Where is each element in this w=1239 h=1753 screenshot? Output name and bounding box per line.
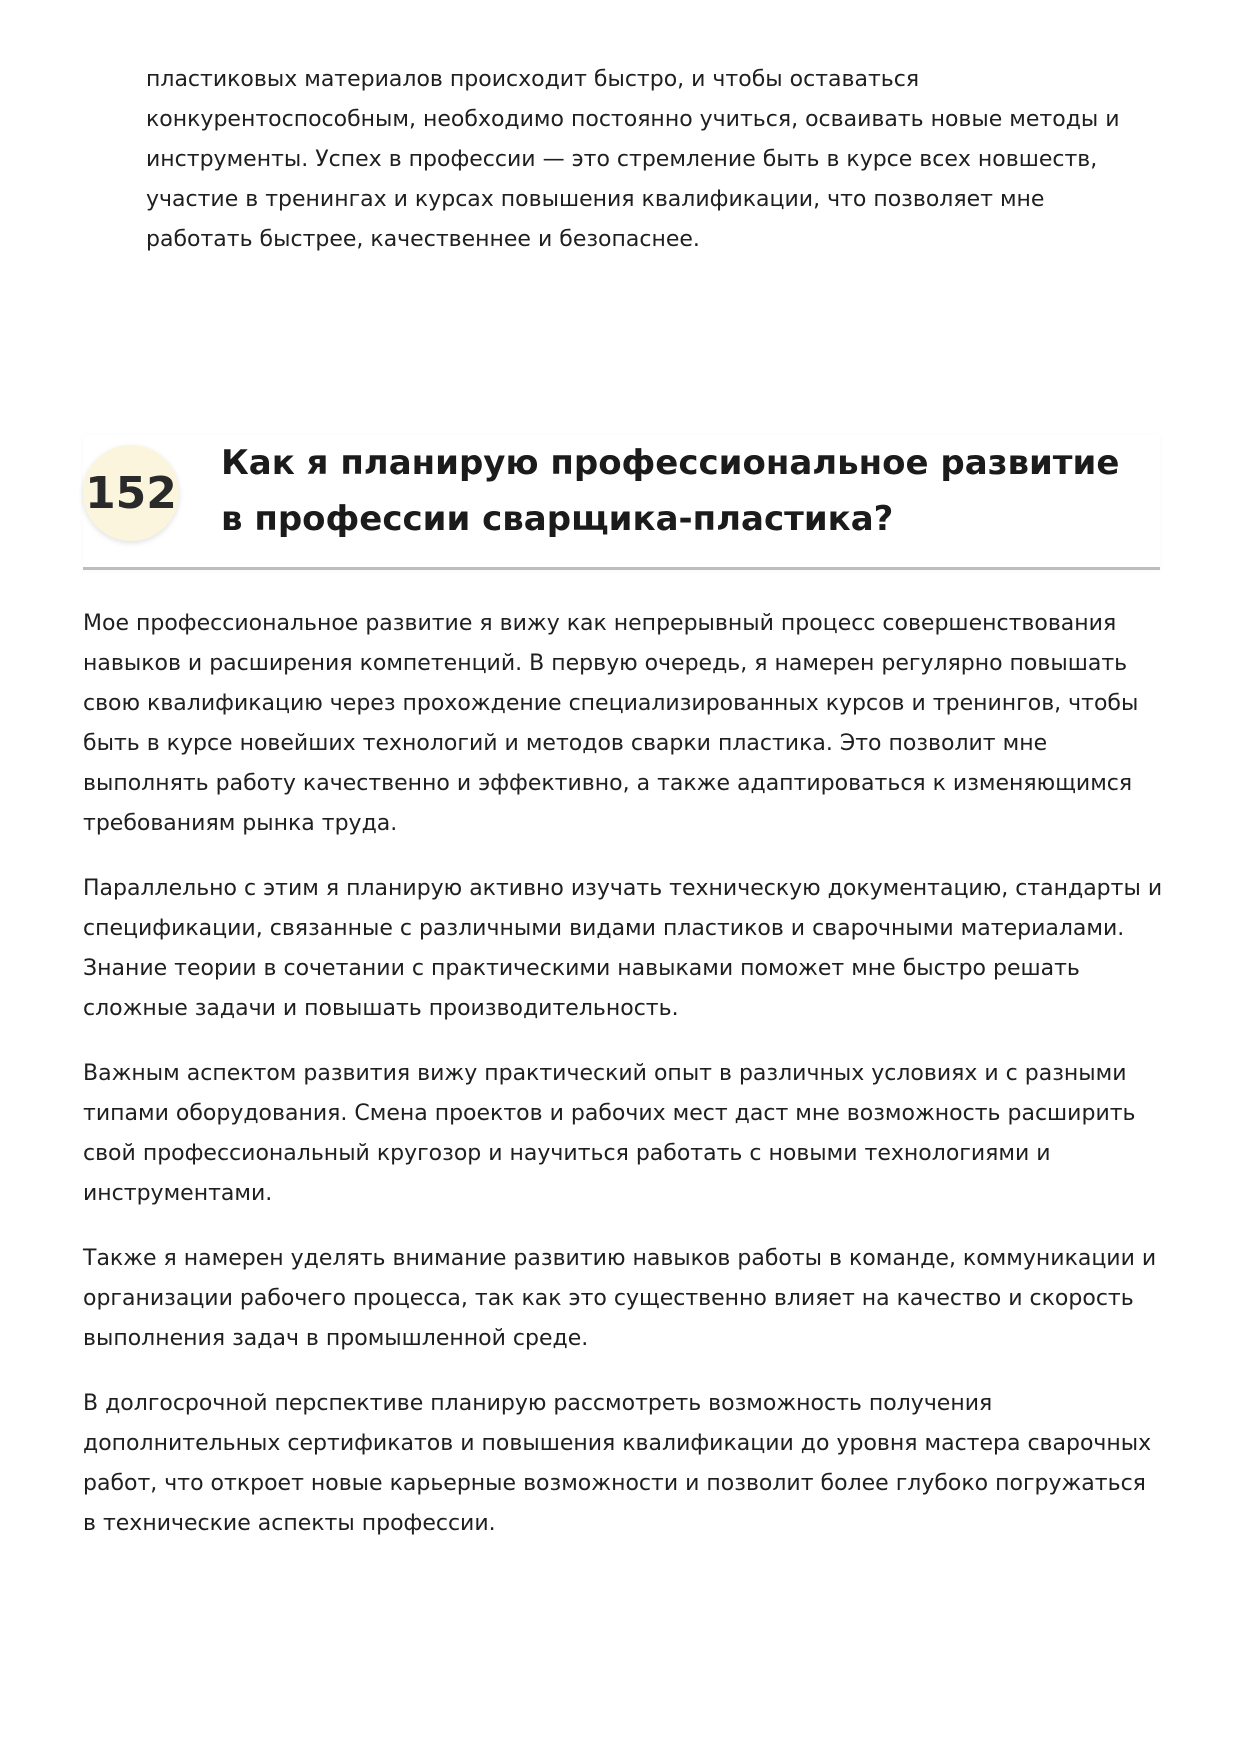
body-paragraph: Параллельно с этим я планирую активно изучать техническую документацию, стандарты и спецификации, связанные с различными видами пластиков и сварочными материалами. Знание теории в сочетании с практическими навыками поможет мне быстро решать сложные задачи и повышать производительность. <box>83 876 1163 1021</box>
body-paragraph: Важным аспектом развития вижу практический опыт в различных условиях и с разными типами оборудования. Смена проектов и рабочих мест даст мне возможность расширить свой профессиональный кругозор и научиться работать с новыми технологиями и инструментами. <box>83 1061 1136 1206</box>
section-title: Как я планирую профессиональное развитие в профессии сварщика-пластика? <box>221 443 1120 539</box>
body-paragraph: Также я намерен уделять внимание развитию навыков работы в команде, коммуникации и организации рабочего процесса, так как это существенно влияет на качество и скорость выполнения задач в промышленной среде. <box>83 1246 1157 1351</box>
intro-paragraph: пластиковых материалов происходит быстро, и чтобы оставаться конкурентоспособным, необходимо постоянно учиться, осваивать новые методы и инструменты. Успех в профессии — это стремление быть в курсе всех новшеств, участие в тренингах и курсах повышения квалификации, что позволяет мне работать быстрее, качественнее и безопаснее. <box>146 67 1120 252</box>
question-number-badge: 152 <box>83 445 179 541</box>
body-paragraph: В долгосрочной перспективе планирую рассмотреть возможность получения дополнительных сертификатов и повышения квалификации до уровня мастера сварочных работ, что откроет новые карьерные возможности и позволит более глубоко погружаться в технические аспекты профессии. <box>83 1391 1152 1536</box>
body-paragraph: Мое профессиональное развитие я вижу как непрерывный процесс совершенствования навыков и расширения компетенций. В первую очередь, я намерен регулярно повышать свою квалификацию через прохождение специализированных курсов и тренингов, чтобы быть в курсе новейших технологий и методов сварки пластика. Это позволит мне выполнять работу качественно и эффективно, а также адаптироваться к изменяющимся требованиям рынка труда. <box>83 611 1139 836</box>
section-header <box>83 435 1160 570</box>
section-body <box>83 604 1163 1569</box>
